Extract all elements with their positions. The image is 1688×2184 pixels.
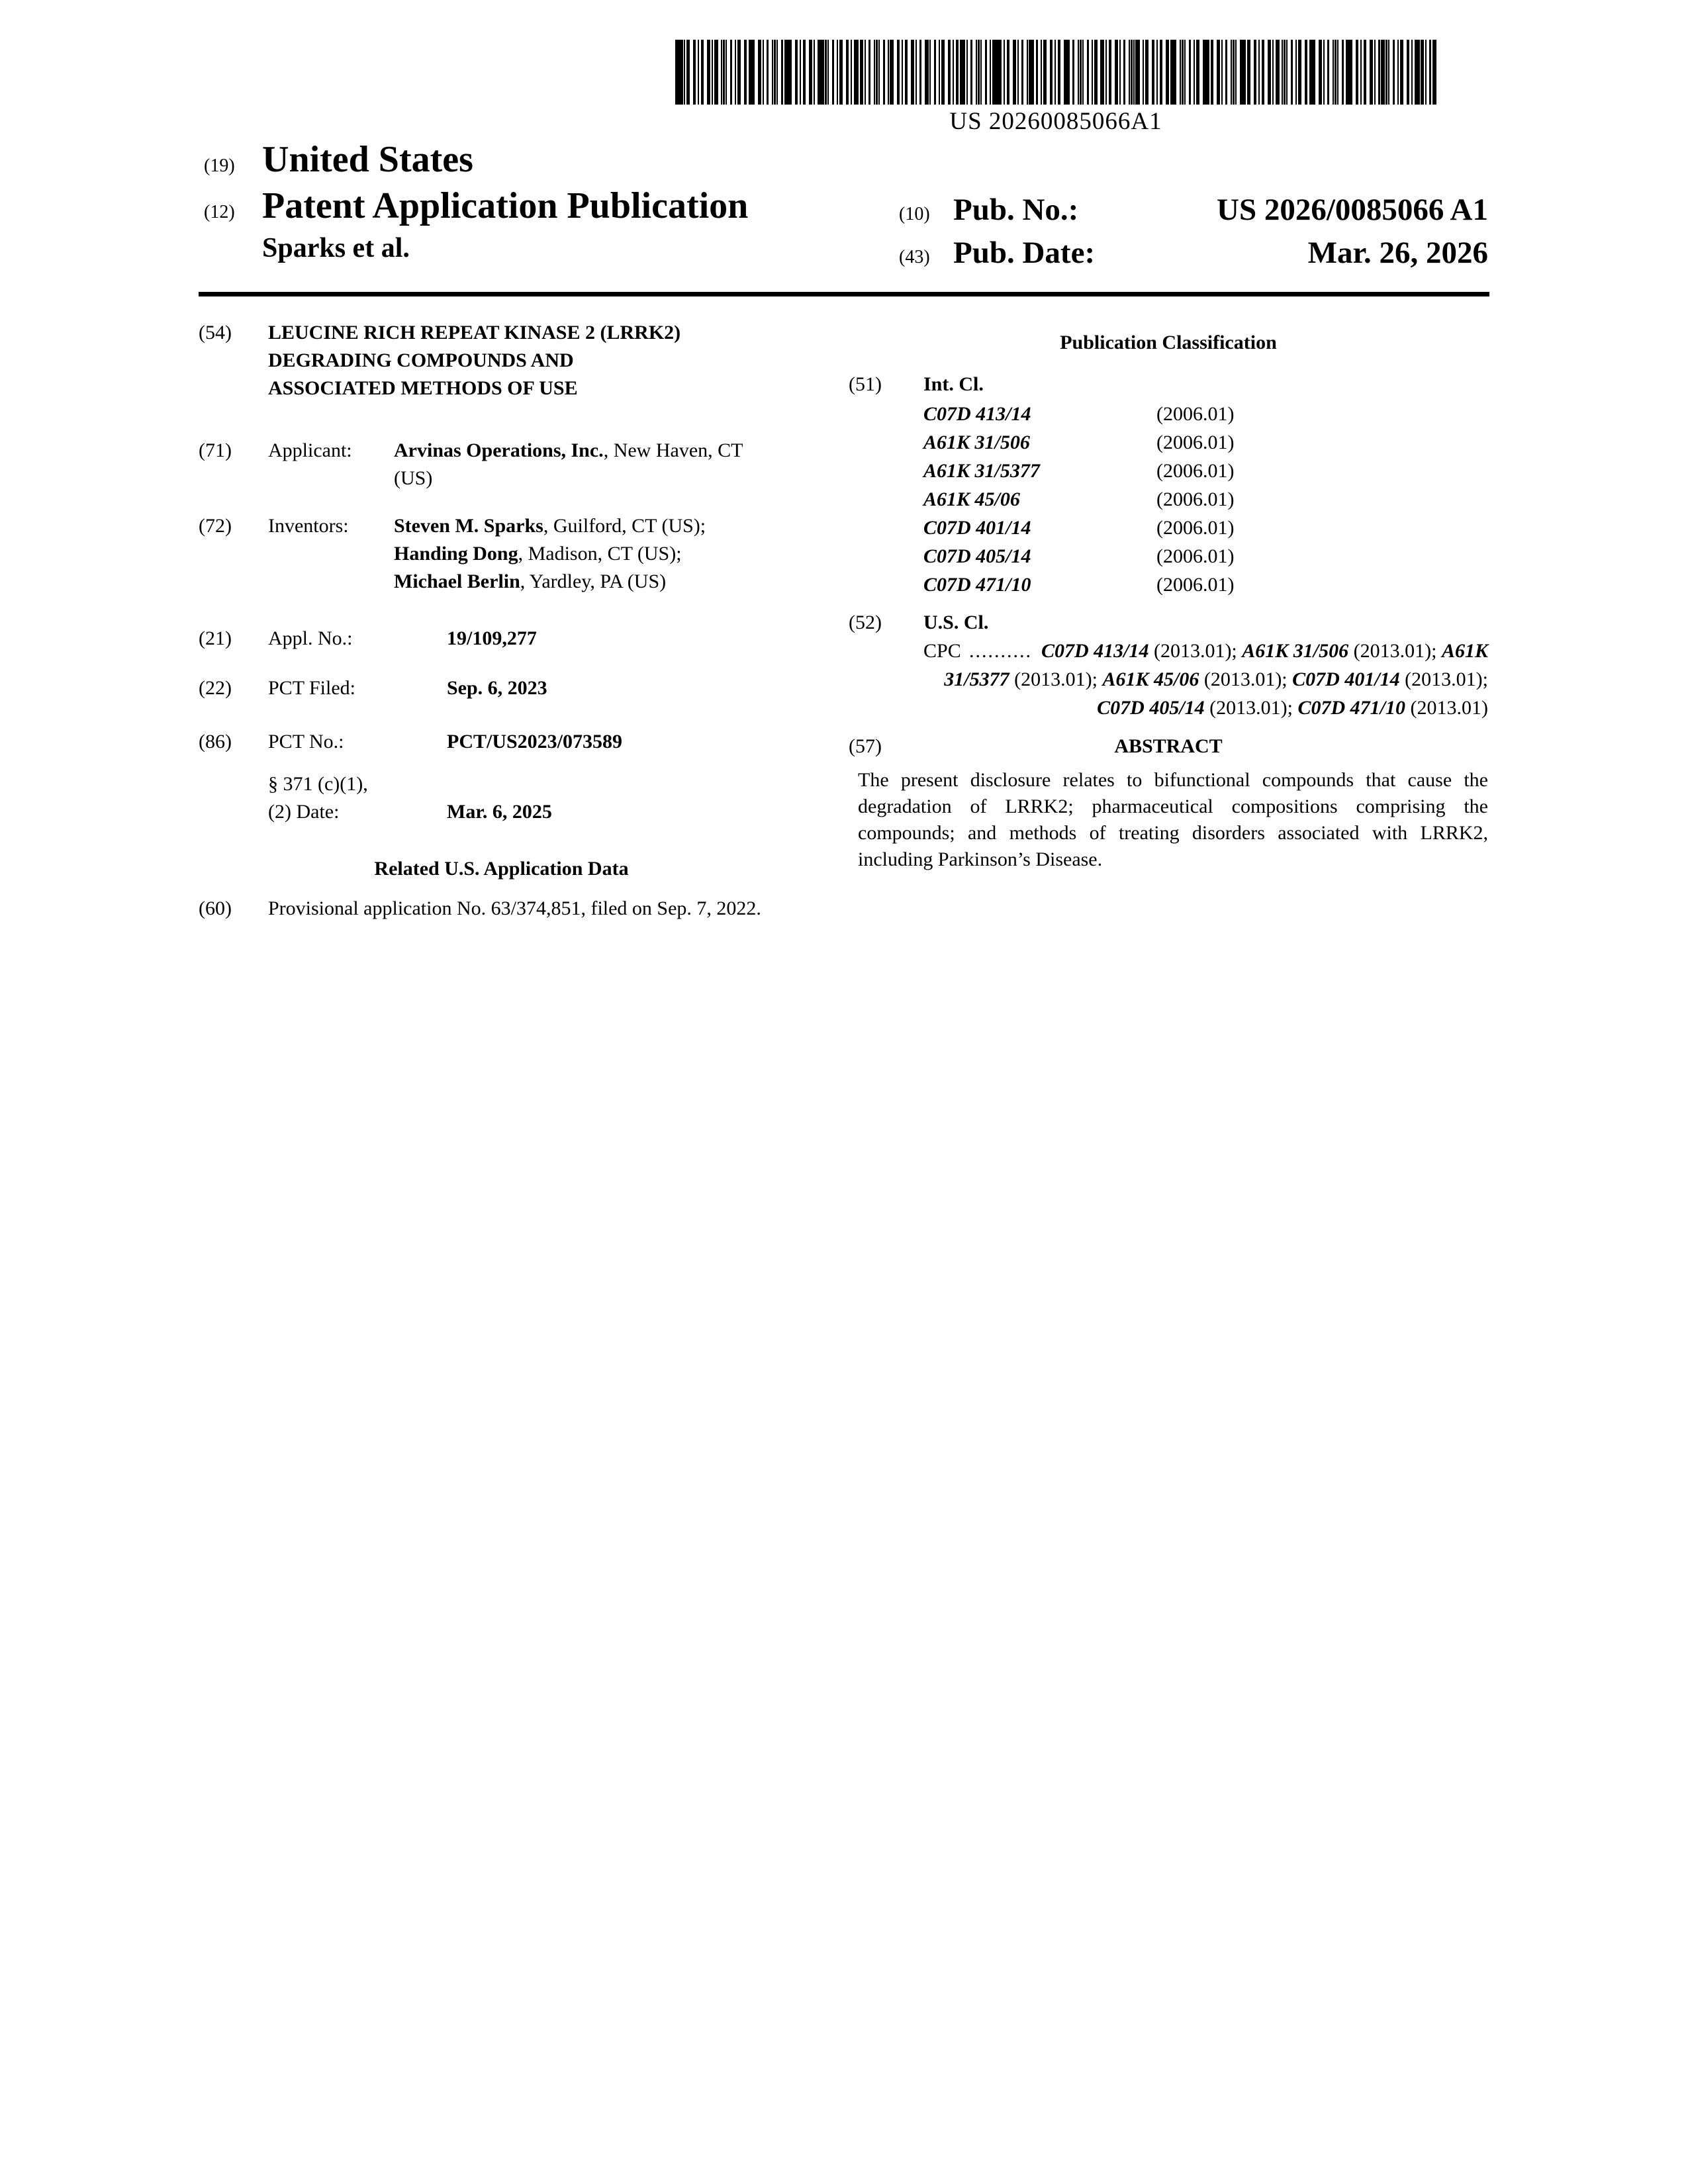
cpc-dot-leader: .......... — [968, 640, 1032, 662]
cpc-version: (2013.01); — [1149, 640, 1243, 662]
cpc-code: A61K 45/06 — [1102, 668, 1199, 690]
bibliographic-column — [199, 319, 804, 923]
barcode — [675, 40, 1436, 135]
header-rule — [199, 292, 1489, 296]
inventor-row — [394, 568, 706, 596]
field-43-prefix: (43) — [899, 247, 930, 267]
cpc-code: A61K 31/506 — [1242, 640, 1349, 662]
pct-no-label: PCT No.: — [268, 731, 344, 752]
appl-no-prefix: (21) — [199, 627, 232, 649]
int-class-row — [849, 570, 1488, 599]
abstract-text: The present disclosure relates to bifunctional compounds that cause the degradation of LRRK2; pharmaceutical compositions comprising the compounds; and methods of treating disorders associated with LRRK2, including Parkinson’s Disease. — [858, 769, 1488, 870]
inventor-name: Handing Dong — [394, 543, 518, 565]
pct-filed-value: Sep. 6, 2023 — [447, 677, 547, 699]
int-class-row — [849, 485, 1488, 514]
classification-heading: Publication Classification — [1060, 332, 1277, 353]
class-version: (2006.01) — [1156, 574, 1235, 596]
cpc-version: (2013.01); — [1199, 668, 1293, 690]
cpc-code: A61K 31/5377 — [944, 640, 1488, 690]
field-10-prefix: (10) — [899, 204, 930, 224]
classification-column — [849, 319, 1488, 873]
class-code: C07D 413/14 — [923, 403, 1031, 425]
cpc-version: (2013.01) — [1405, 697, 1488, 719]
us-cl-label: U.S. Cl. — [923, 612, 989, 633]
barcode-image — [675, 40, 1436, 105]
pub-no-value: US 2026/0085066 A1 — [1217, 193, 1488, 227]
sec371-date-label: (2) Date: — [268, 801, 340, 823]
applicant-label: Applicant: — [268, 439, 352, 461]
class-code: C07D 405/14 — [923, 545, 1031, 567]
cpc-code: C07D 413/14 — [1041, 640, 1149, 662]
us-cl-prefix: (52) — [849, 612, 882, 633]
inventors-label: Inventors: — [268, 515, 349, 537]
class-version: (2006.01) — [1156, 403, 1235, 425]
int-class-row — [849, 400, 1488, 428]
cpc-version: (2013.01); — [1204, 697, 1298, 719]
header-left — [204, 136, 748, 267]
provisional-text: Provisional application No. 63/374,851, filed on Sep. 7, 2022. — [268, 897, 761, 919]
class-code: C07D 471/10 — [923, 574, 1031, 596]
class-version: (2006.01) — [1156, 545, 1235, 567]
cpc-code: C07D 471/10 — [1297, 697, 1406, 719]
int-class-list — [849, 400, 1488, 599]
applicant-value — [394, 437, 765, 492]
class-code: A61K 31/5377 — [923, 460, 1040, 482]
publication-kind: Patent Application Publication — [262, 185, 749, 226]
pub-no-label: Pub. No.: — [953, 193, 1079, 227]
int-cl-label: Int. Cl. — [923, 373, 984, 395]
patent-title-line: DEGRADING COMPOUNDS AND — [268, 349, 574, 371]
inventors-list — [394, 512, 706, 596]
inventor-name: Michael Berlin — [394, 570, 520, 592]
class-code: A61K 45/06 — [923, 488, 1020, 510]
class-code: A61K 31/506 — [923, 432, 1030, 453]
patent-title — [268, 319, 680, 402]
int-class-row — [849, 514, 1488, 542]
field-19-prefix: (19) — [204, 156, 235, 176]
patent-title-line: ASSOCIATED METHODS OF USE — [268, 377, 578, 399]
inventor-row — [394, 540, 706, 568]
inventors-prefix: (72) — [199, 515, 232, 537]
abstract-heading: ABSTRACT — [1114, 735, 1223, 757]
barcode-number: US 20260085066A1 — [949, 108, 1162, 135]
title-prefix: (54) — [199, 322, 232, 343]
class-code: C07D 401/14 — [923, 517, 1031, 539]
provisional-prefix: (60) — [199, 897, 232, 919]
applicant-name: Arvinas Operations, Inc. — [394, 439, 604, 461]
inventor-row — [394, 512, 706, 540]
int-class-row — [849, 428, 1488, 457]
cpc-code: C07D 405/14 — [1097, 697, 1205, 719]
header-right — [899, 191, 1488, 277]
class-version: (2006.01) — [1156, 488, 1235, 510]
cpc-version: (2013.01); — [1399, 668, 1488, 690]
country-name: United States — [262, 139, 473, 180]
inventor-address: , Guilford, CT (US); — [543, 515, 706, 537]
pct-filed-prefix: (22) — [199, 677, 232, 699]
inventor-name: Steven M. Sparks — [394, 515, 543, 537]
int-class-row — [849, 542, 1488, 570]
int-class-row — [849, 457, 1488, 485]
inventor-address: , Madison, CT (US); — [518, 543, 682, 565]
class-version: (2006.01) — [1156, 460, 1235, 482]
cpc-code: C07D 401/14 — [1292, 668, 1400, 690]
patent-title-line: LEUCINE RICH REPEAT KINASE 2 (LRRK2) — [268, 322, 681, 343]
pct-no-value: PCT/US2023/073589 — [447, 731, 623, 752]
applicant-address: , New Haven, CT (US) — [394, 439, 743, 489]
pub-date-value: Mar. 26, 2026 — [1307, 236, 1488, 270]
sec371-block — [268, 770, 552, 826]
pct-no-prefix: (86) — [199, 731, 232, 752]
pct-filed-label: PCT Filed: — [268, 677, 355, 699]
int-cl-prefix: (51) — [849, 373, 882, 395]
field-12-prefix: (12) — [204, 202, 235, 222]
cpc-version: (2013.01); — [1348, 640, 1442, 662]
appl-no-label: Appl. No.: — [268, 627, 353, 649]
inventor-address: , Yardley, PA (US) — [520, 570, 667, 592]
related-data-heading: Related U.S. Application Data — [374, 858, 629, 880]
pub-date-label: Pub. Date: — [953, 236, 1096, 270]
class-version: (2006.01) — [1156, 517, 1235, 539]
class-version: (2006.01) — [1156, 432, 1235, 453]
abstract-prefix: (57) — [849, 735, 882, 757]
cpc-list — [849, 637, 1488, 722]
cpc-version: (2013.01); — [1009, 668, 1103, 690]
appl-no-value: 19/109,277 — [447, 627, 537, 649]
sec371-date-value: Mar. 6, 2025 — [447, 801, 552, 823]
applicant-prefix: (71) — [199, 439, 232, 461]
authors-line: Sparks et al. — [262, 233, 410, 263]
sec371-line: § 371 (c)(1), — [268, 773, 368, 795]
cpc-label: CPC — [923, 640, 961, 662]
